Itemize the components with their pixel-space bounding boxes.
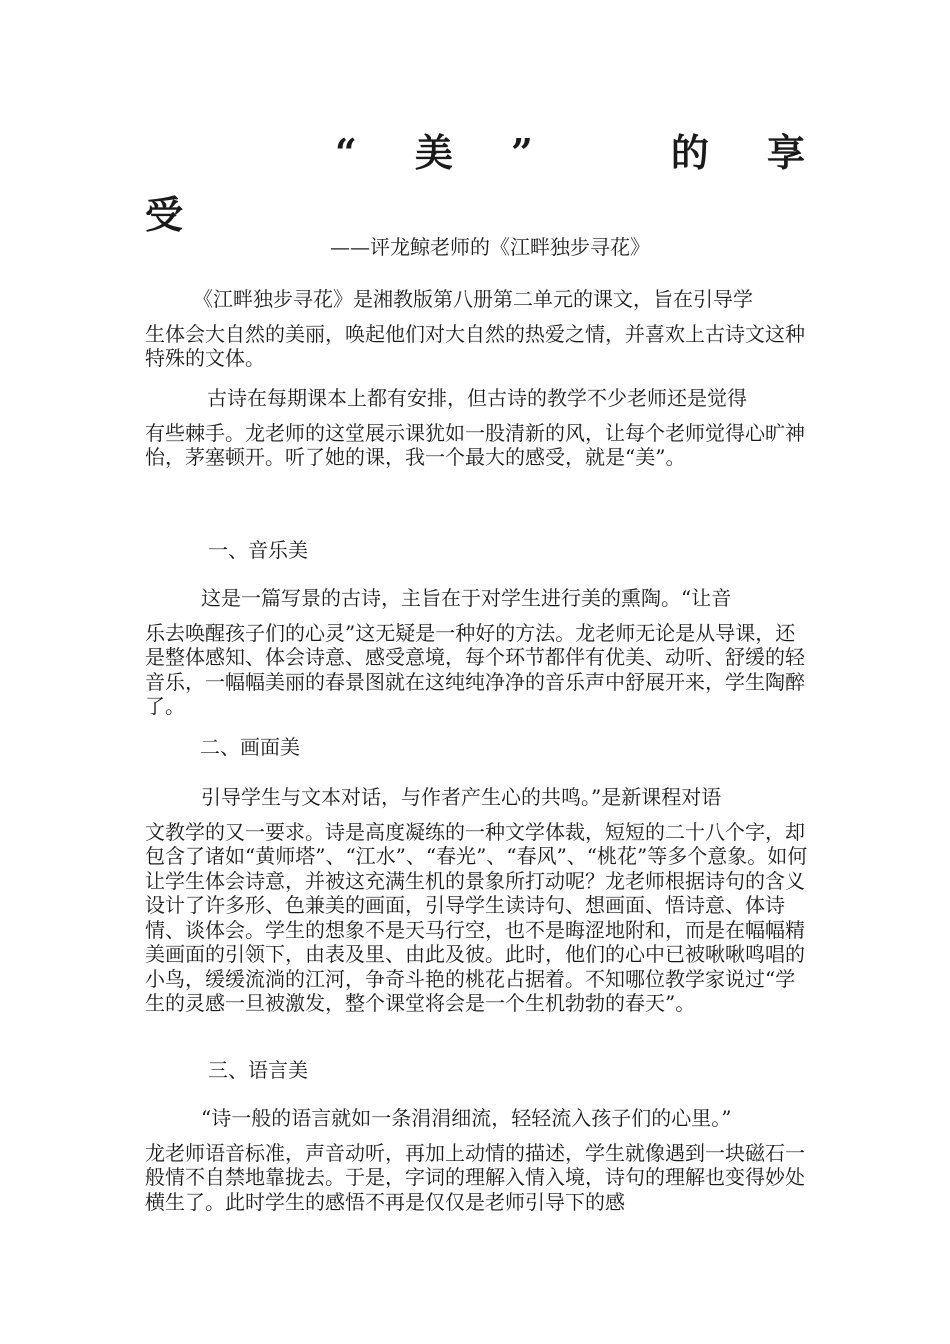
paragraph-first-line: 古诗在每期课本上都有安排，但古诗的教学不少老师还是觉得 [207,386,747,410]
title-char: 美 [414,130,453,175]
paragraph-body: 有些棘手。龙老师的这堂展示课犹如一股清新的风，让每个老师觉得心旷神怡，茅塞顿开。听了她的课，我一个最大的感受，就是“美”。 [145,420,805,469]
paragraph-body: 文教学的又一要求。诗是高度凝练的一种文学体裁，短短的二十八个字，却包含了诸如“黄师塔”、“江水”、“春光”、“春风”、“桃花”等多个意象。如何让学生体会诗意，并被这充满生机的景象所打动呢？龙老师根据诗句的含义设计了许多形、色兼美的画面，引导学生读诗句、想画面、悟诗意、体诗情、谈体会。学生的想象不是天马行空，也不是晦涩地附和，而是在幅幅精美画面的引领下，由表及里、由此及彼。此时，他们的心中已被啾啾鸣唱的小鸟，缓缓流淌的江河，争奇斗艳的桃花占据着。不知哪位教学家说过“学生的灵感一旦被激发，整个课堂将会是一个生机勃勃的春天”。 [145,819,808,1015]
section-paragraph-picture [145,785,813,1016]
paragraph-first-line: 引导学生与文本对话，与作者产生心的共鸣。”是新课程对语 [201,785,722,809]
title-char: 的 [670,130,709,175]
section-heading-picture: 二、画面美 [200,735,300,759]
section-paragraph-music [145,586,813,719]
paragraph-first-line: 《江畔独步寻花》是湘教版第八册第二单元的课文，旨在引导学 [193,287,753,311]
section-paragraph-language [145,1106,813,1214]
subtitle: ——评龙鲸老师的《江畔独步寻花》 [330,235,650,259]
intro-paragraph-1 [145,287,813,371]
intro-paragraph-2 [145,386,813,470]
paragraph-body: 龙老师语音标准，声音动听，再加上动情的描述，学生就像遇到一块磁石一般情不自禁地靠拢去。于是，字词的理解入情入境，诗句的理解也变得妙处横生了。此时学生的感悟不再是仅仅是老师引导下的感 [145,1140,805,1214]
paragraph-first-line: 这是一篇写景的古诗，主旨在于对学生进行美的熏陶。“让音 [201,586,732,610]
title-line-1 [335,122,805,184]
section-heading-language: 三、语言美 [208,1058,308,1082]
paragraph-body: 生体会大自然的美丽，唤起他们对大自然的热爱之情，并喜欢上古诗文这种特殊的文体。 [145,321,805,370]
title-line-2: 受 [145,192,184,237]
paragraph-body: 乐去唤醒孩子们的心灵”这无疑是一种好的方法。龙老师无论是从导课，还是整体感知、体会诗意、感受意境，每个环节都伴有优美、动听、舒缓的轻音乐，一幅幅美丽的春景图就在这纯纯净净的音乐声中舒展开来，学生陶醉了。 [145,620,805,718]
paragraph-first-line: “诗一般的语言就如一条涓涓细流，轻轻流入孩子们的心里。” [201,1106,732,1130]
title-char: ” [510,130,533,175]
title-char: 享 [766,130,805,175]
title-char: “ [335,130,357,175]
section-heading-music: 一、音乐美 [208,538,308,562]
page-title [145,122,805,246]
